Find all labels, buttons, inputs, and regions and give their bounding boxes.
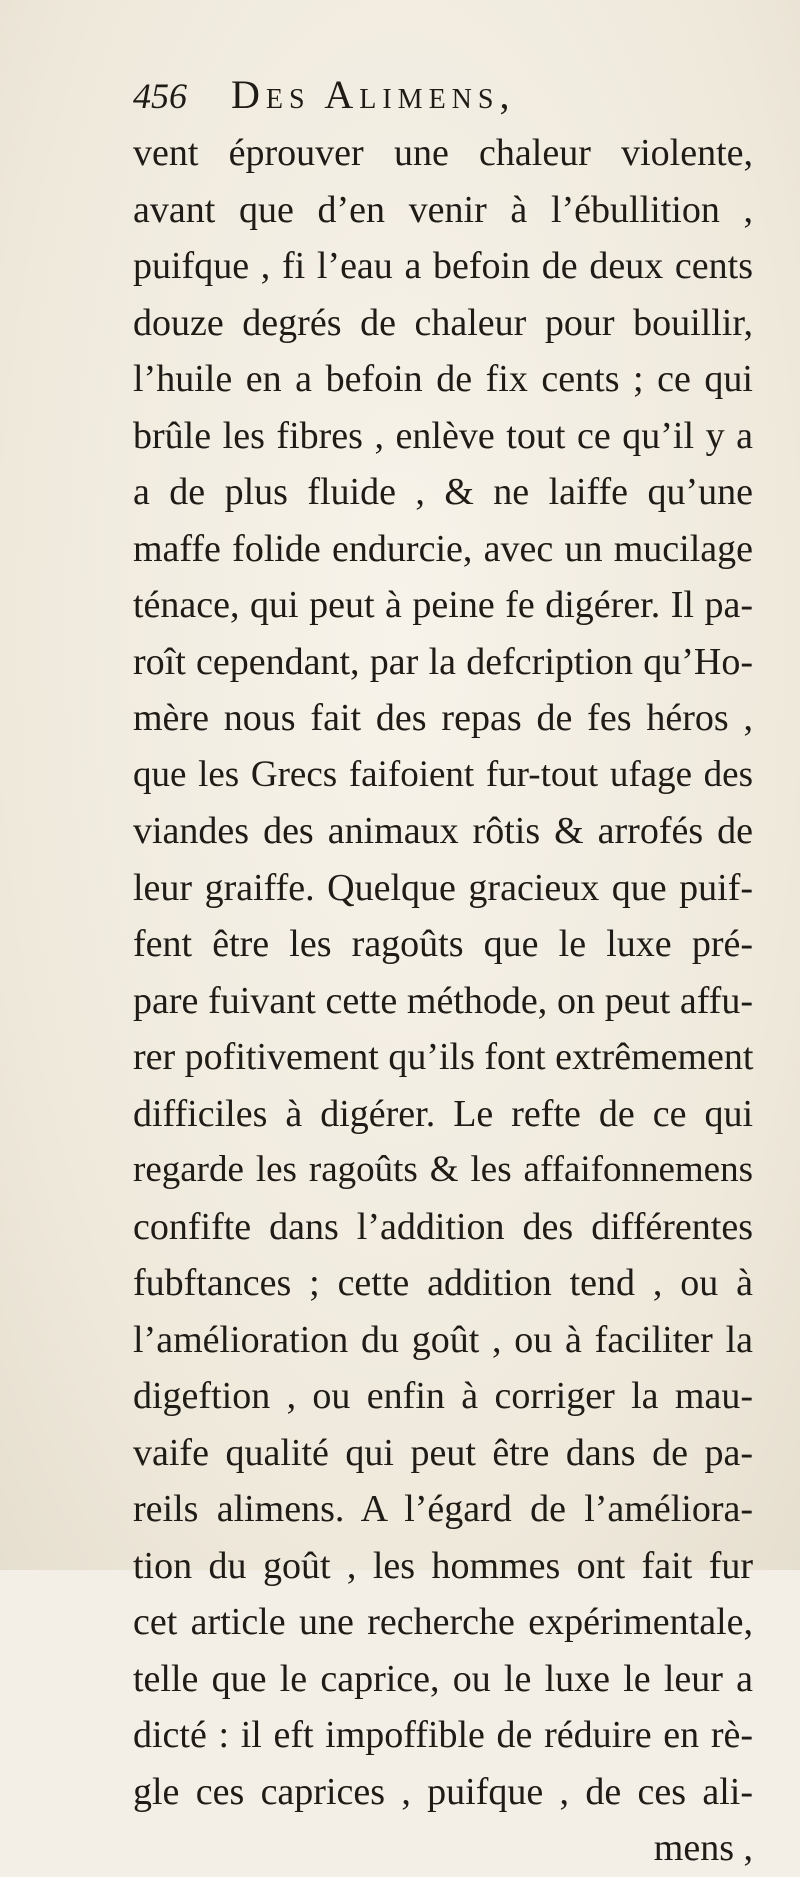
text-line: l’amélioration du goût , ou à faciliter la [133, 1318, 753, 1361]
text-line: douze degrés de chaleur pour bouillir, [133, 301, 753, 344]
text-line: vent éprouver une chaleur violente, [133, 132, 753, 174]
text-line: que les Grecs faifoient fur-tout ufage des [133, 753, 753, 795]
text-line-catchword: mens , [653, 1827, 753, 1869]
text-line: tion du goût , les hommes ont fait fur [133, 1544, 753, 1587]
text-line: ténace, qui peut à peine fe digérer. Il pa- [133, 584, 753, 626]
text-line: regarde les ragoûts & les affaifonnemens [133, 1149, 753, 1190]
text-line: avant que d’en venir à l’ébullition , [133, 188, 753, 231]
text-line: gle ces caprices , puifque , de ces ali- [133, 1770, 753, 1813]
text-line: mère nous fait des repas de fes héros , [133, 697, 753, 739]
body-text [133, 125, 753, 1877]
text-line: rer pofitivement qu’ils font extrêmement [133, 1036, 754, 1078]
text-line: confifte dans l’addition des différentes [133, 1205, 753, 1248]
text-line: roît cependant, par la defcription qu’Ho- [133, 640, 753, 683]
text-line: vaife qualité qui peut être dans de pa- [133, 1431, 753, 1474]
text-line: telle que le caprice, ou le luxe le leur a [133, 1657, 753, 1700]
text-line: a de plus fluide , & ne laiffe qu’une [133, 471, 753, 513]
text-line: fubftances ; cette addition tend , ou à [133, 1262, 753, 1304]
text-line: pare fuivant cette méthode, on peut affu- [133, 979, 753, 1022]
text-line: brûle les fibres , enlève tout ce qu’il y a [133, 414, 753, 457]
text-line: l’huile en a befoin de fix cents ; ce qui [133, 358, 753, 400]
page-number: 456 [133, 76, 187, 116]
running-title: Des Alimens, [231, 72, 516, 117]
text-line: maffe folide endurcie, avec un mucilage [133, 527, 753, 570]
text-line: leur graiffe. Quelque gracieux que puif- [133, 866, 753, 909]
text-line: fent être les ragoûts que le luxe pré- [133, 923, 753, 965]
text-line: digeftion , ou enfin à corriger la mau- [133, 1375, 753, 1417]
text-line: difficiles à digérer. Le refte de ce qui [133, 1092, 753, 1135]
text-line: viandes des animaux rôtis & arrofés de [133, 810, 753, 852]
text-line: puifque , fi l’eau a befoin de deux cents [133, 245, 753, 287]
text-line: cet article une recherche expérimentale, [133, 1601, 753, 1643]
text-line: dicté : il eft impoffible de réduire en rè- [133, 1714, 753, 1756]
page-header [133, 70, 693, 120]
text-line: reils alimens. A l’égard de l’améliora- [133, 1488, 753, 1530]
